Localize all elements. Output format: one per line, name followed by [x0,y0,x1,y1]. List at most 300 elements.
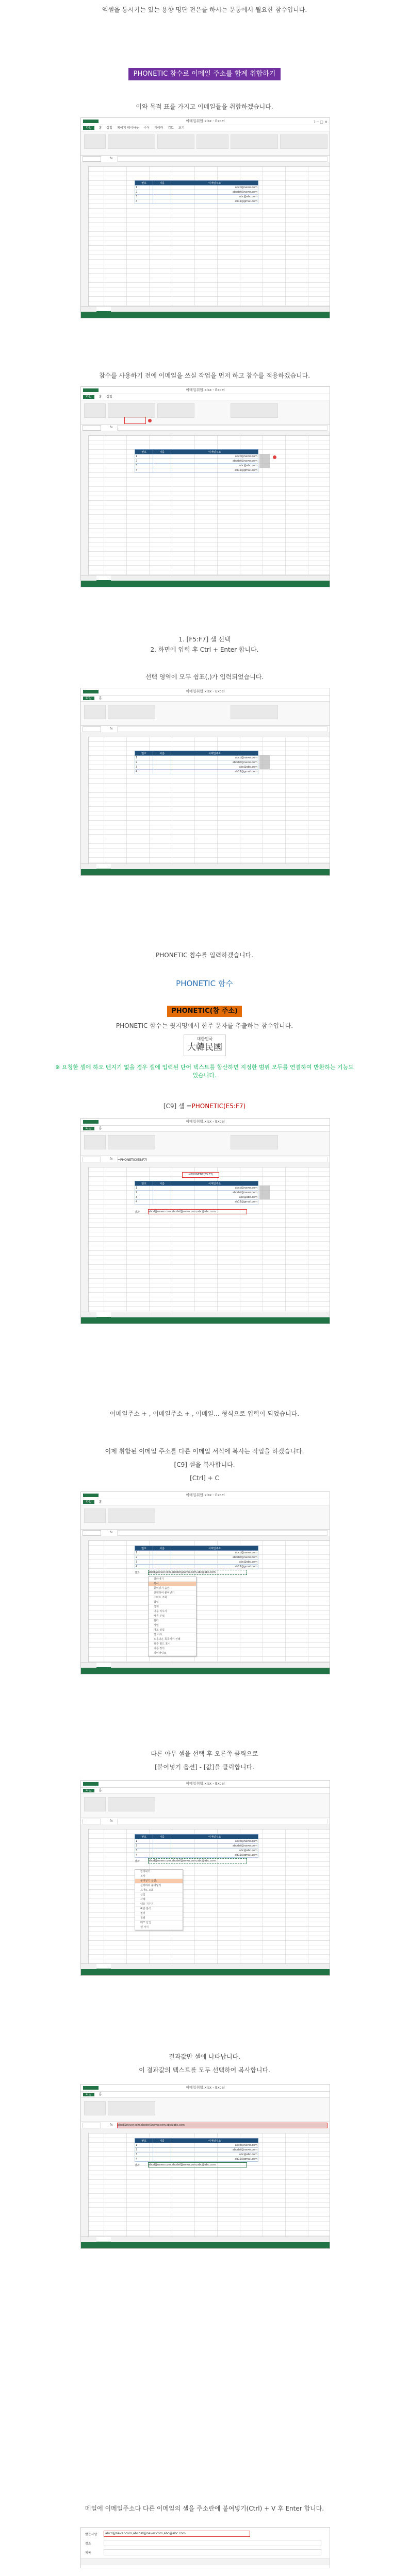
header-email: 이메일주소 [171,1546,258,1551]
styles-group[interactable] [231,705,278,719]
tab-view[interactable]: 보기 [178,126,185,130]
menu-item-filter[interactable]: 필터 [135,1911,183,1916]
cell-no[interactable]: 1 [135,756,153,760]
title-bar [81,1492,330,1499]
cell-email[interactable]: abc@abc.com [171,1195,258,1200]
cell-no[interactable]: 1 [135,2143,153,2148]
status-bar [81,312,330,318]
quick-access-toolbar[interactable] [83,2086,99,2090]
header-name: 이름 [153,1835,171,1839]
cell-name[interactable] [153,2148,171,2153]
formula-input[interactable]: =PHONETIC(E5:F7) [117,1157,328,1162]
cell-no[interactable]: 3 [135,1195,153,1200]
menu-item-quick-analysis[interactable]: 빠른 분석 [135,1907,183,1911]
cell-name[interactable] [153,1844,171,1849]
name-box[interactable] [83,1530,101,1536]
context-menu [135,1869,183,1930]
cell-name[interactable] [153,1849,171,1853]
cell-name[interactable] [153,770,171,774]
cell-email[interactable]: ab12@gmail.com [171,1853,258,1858]
cell-email[interactable]: ab12@gmail.com [171,770,258,774]
clipboard-group[interactable] [84,705,106,719]
fx-icon: fx [110,1157,113,1161]
to-field[interactable]: abcd@naver.com,abcdef@naver.com,abc@abc.com [104,2531,250,2537]
editor-toolbar[interactable] [81,2558,330,2565]
font-group[interactable] [108,1135,155,1149]
tab-layout[interactable]: 페이지 레이아웃 [117,126,139,130]
cell-name[interactable] [153,1853,171,1858]
tab-home[interactable]: 홈 [99,697,102,700]
cell-no[interactable]: 2 [135,1844,153,1849]
result-label: 결과 [135,1211,140,1214]
marker-dot [273,455,276,459]
selected-range[interactable] [259,755,270,769]
table-row [135,1560,258,1565]
name-box[interactable] [83,2123,101,2128]
ruby-top: 대한민국 [197,1037,213,1041]
menu-item-sort[interactable]: 정렬 [135,1916,183,1921]
cc-field[interactable] [104,2540,321,2546]
cell-no[interactable]: 2 [135,190,153,195]
cell-no[interactable]: 2 [135,760,153,765]
menu-item-cut[interactable]: 잘라내기 [135,1870,183,1874]
formula-popup: =PHONETIC(E5:F7) [182,1172,219,1178]
formula-input[interactable] [117,156,328,162]
cell-name[interactable] [153,195,171,199]
cell-no[interactable]: 1 [135,454,153,459]
tab-insert[interactable]: 삽입 [106,126,112,130]
cell-name[interactable] [153,1565,171,1569]
tab-home[interactable]: 홈 [99,126,102,130]
header-no: 번호 [135,450,153,454]
cell-email[interactable]: abcdef@naver.com [171,1844,258,1849]
ribbon [81,131,330,156]
cell-no[interactable]: 4 [135,1565,153,1569]
menu-item-insert-comment[interactable]: 메모 삽입 [135,1921,183,1925]
quick-access-toolbar[interactable] [83,1120,99,1124]
cell-name[interactable] [153,1560,171,1565]
column-headers [81,1536,330,1541]
title-bar [81,2084,330,2092]
cell-no[interactable]: 3 [135,765,153,770]
cell-name[interactable] [153,2143,171,2148]
cell-email[interactable]: ab12@gmail.com [171,1200,258,1205]
clipboard-group[interactable] [84,1797,106,1811]
tab-home[interactable]: 홈 [99,2093,102,2096]
cell-email[interactable]: abcd@naver.com [171,1839,258,1844]
menu-item-filter[interactable]: 필터 [149,1619,196,1623]
tab-file[interactable]: 파일 [83,1789,94,1792]
clipboard-group[interactable] [84,1135,106,1149]
menu-item-dropdown[interactable]: 드롭다운 목록에서 선택 [149,1637,196,1642]
cell-name[interactable] [153,1839,171,1844]
cell-email[interactable]: ab12@gmail.com [171,1565,258,1569]
table-row [135,2143,258,2148]
section8-caption-2: [붙여넣기 옵션] - [값]을 클릭합니다. [155,1764,254,1771]
section6-caption: 이메일주소 + , 이메일주소 + , 이메일... 형식으로 입력이 되었습니다. [109,1410,300,1417]
ribbon [81,400,330,425]
cell-email[interactable]: abcd@naver.com [171,1186,258,1191]
cell-email[interactable]: abcd@naver.com [171,2143,258,2148]
cell-name[interactable] [153,1555,171,1560]
tab-formulas[interactable]: 수식 [143,126,150,130]
result-cell[interactable]: abcd@naver.com,abcdef@naver.com,abc@abc.com [148,1570,247,1575]
font-group[interactable] [108,134,155,149]
window-title: 이메일취합.xlsx - Excel [186,1120,225,1124]
result-cell[interactable]: abcd@naver.com,abcdef@naver.com,abc@abc.com [148,1858,247,1863]
status-bar [81,581,330,587]
number-group[interactable] [197,134,228,149]
cell-no[interactable]: 4 [135,199,153,204]
ribbon-tabs [81,2092,330,2097]
quick-access-toolbar[interactable] [83,388,99,392]
menu-item-hyperlink[interactable]: 하이퍼링크 [149,1651,196,1656]
menu-item-format-cells[interactable]: 셀 서식 [149,1633,196,1637]
tab-home[interactable]: 홈 [99,1500,102,1504]
title-bar [81,118,330,125]
fx-icon: fx [110,727,113,731]
cell-email[interactable]: abc@abc.com [171,765,258,770]
cell-no[interactable]: 1 [135,1551,153,1555]
alignment-group[interactable] [157,134,194,149]
column-headers [81,162,330,167]
ribbon-tabs [81,125,330,131]
name-box[interactable] [83,726,101,732]
header-email: 이메일주소 [171,2139,258,2143]
formula-input[interactable]: abcd@naver.com,abcdef@naver.com,abc@abc.com [117,2123,328,2128]
quick-access-toolbar[interactable] [83,690,99,693]
cell-email[interactable]: abcdef@naver.com [171,760,258,765]
sheet-tabs [81,1312,330,1317]
column-headers [81,2128,330,2133]
fx-icon: fx [110,426,113,429]
tab-review[interactable]: 검토 [168,126,174,130]
ribbon [81,1793,330,1818]
column-headers [81,1162,330,1167]
cell-no[interactable]: 3 [135,1560,153,1565]
table-row [135,1839,258,1844]
tab-insert[interactable]: 삽입 [106,395,112,399]
result-label: 결과 [135,1860,140,1863]
section3-caption: 선택 영역에 모두 쉼표(,)가 입력되었습니다. [145,673,264,681]
cell-no[interactable]: 3 [135,195,153,199]
row-headers [81,737,89,864]
sheet-tabs [81,1662,330,1668]
cell-email[interactable]: abc@abc.com [171,1849,258,1853]
cell-name[interactable] [153,756,171,760]
email-table [135,1834,258,1858]
header-name: 이름 [153,181,171,185]
sheet-tabs [81,306,330,312]
excel-window-1 [80,117,330,318]
highlight-box [124,417,146,424]
header-no: 번호 [135,1181,153,1186]
window-title: 이메일취합.xlsx - Excel [186,388,225,392]
header-email: 이메일주소 [171,751,258,756]
menu-item-copy[interactable]: 복사 [149,1582,196,1586]
name-box[interactable] [83,1157,101,1162]
cell-no[interactable]: 2 [135,2148,153,2153]
section5-caption [0,1101,409,1111]
result-label: 결과 [135,2164,140,2167]
status-bar [81,2242,330,2248]
table-row [135,464,258,468]
menu-item-insert-comment[interactable]: 메모 삽입 [149,1628,196,1633]
editing-group[interactable] [280,134,328,149]
cell-name[interactable] [153,459,171,464]
cell-email[interactable]: abcdef@naver.com [171,459,258,464]
fx-icon: fx [110,157,113,160]
menu-item-clear[interactable]: 내용 지우기 [149,1609,196,1614]
formula-input[interactable] [117,1530,328,1536]
formula-input[interactable] [117,726,328,732]
title-bar [81,1118,330,1126]
cell-email[interactable]: abcd@naver.com [171,756,258,760]
cell-email[interactable]: ab12@gmail.com [171,2157,258,2162]
mail-composer-1 [80,2527,330,2568]
blue-title-wrap [0,979,409,989]
ribbon-tabs [81,1499,330,1505]
email-table [135,180,258,204]
cell-no[interactable]: 1 [135,1186,153,1191]
tab-file[interactable]: 파일 [83,126,94,130]
header-no: 번호 [135,1835,153,1839]
ruby-main: 大韓民國 [187,1042,222,1053]
intro-text: 엑셀을 통시키는 있는 용향 명단 전은를 하시는 문통에서 될요한 참수입니다. [102,6,307,13]
font-group[interactable] [108,1797,155,1811]
cell-email[interactable]: abcd@naver.com [171,454,258,459]
menu-item-smart-lookup[interactable]: 스마트 조회 [149,1596,196,1600]
orange-title: PHONETIC(참 주소) [167,1006,242,1017]
quick-access-toolbar[interactable] [83,1782,99,1786]
fx-icon: fx [110,1531,113,1534]
cell-no[interactable]: 2 [135,1555,153,1560]
excel-window-6 [80,1780,330,1976]
menu-item-smart-lookup[interactable]: 스마트 조회 [135,1888,183,1893]
header-email: 이메일주소 [171,181,258,185]
excel-window-7 [80,2084,330,2249]
excel-window-4 [80,1118,330,1324]
section8-caption-1: 다른 아무 셀을 선택 후 오른쪽 클릭으로 [151,1750,258,1757]
tab-home[interactable]: 홈 [99,1789,102,1792]
cell-no[interactable]: 1 [135,1839,153,1844]
name-box[interactable] [83,156,101,162]
column-headers [81,732,330,737]
cell-name[interactable] [153,468,171,473]
cell-name[interactable] [153,2157,171,2162]
marker-dot [148,419,152,422]
menu-item-delete[interactable]: 삭제 [135,1897,183,1902]
table-row [135,1853,258,1858]
title-bar [81,688,330,696]
cell-name[interactable] [153,1200,171,1205]
quick-access-toolbar[interactable] [83,120,99,123]
menu-item-insert[interactable]: 삽입 [149,1600,196,1605]
cell-no[interactable]: 3 [135,464,153,468]
formula-input[interactable] [117,1819,328,1824]
menu-item-delete[interactable]: 삭제 [149,1605,196,1609]
heading-purple: PHONETIC 참수로 이메일 주소를 합계 취합하기 [128,68,281,80]
status-bar [81,1969,330,1975]
cell-no[interactable]: 2 [135,459,153,464]
cell-name[interactable] [153,454,171,459]
menu-item-insert[interactable]: 삽입 [135,1893,183,1897]
cell-name[interactable] [153,2153,171,2157]
result-cell[interactable]: abcd@naver.com,abcdef@naver.com,abc@abc.com [148,2162,247,2167]
cell-no[interactable]: 3 [135,2153,153,2157]
selected-range[interactable] [259,1185,270,1199]
section2-step1: 1. [F5:F7] 셀 선택 [178,636,231,643]
excel-window-3 [80,688,330,876]
cell-email[interactable]: abcdef@naver.com [171,1191,258,1195]
cell-no[interactable]: 4 [135,468,153,473]
section2-caption: 참수를 사용하기 전에 이메일을 쓰실 작업을 먼저 하고 참수를 적용하겠습니다. [99,372,310,379]
styles-group[interactable] [231,134,278,149]
cell-email[interactable]: abcdef@naver.com [171,2148,258,2153]
tab-file[interactable]: 파일 [83,1500,94,1504]
menu-item-copy[interactable]: 복사 [135,1874,183,1879]
menu-item-define-name[interactable]: 이름 정의 [149,1647,196,1651]
tab-home[interactable]: 홈 [99,1127,102,1130]
table-row [135,1555,258,1560]
name-box[interactable] [83,1819,101,1824]
row-headers [81,2133,89,2237]
sheet-tabs [81,863,330,869]
cell-email[interactable]: abcd@naver.com [171,185,258,190]
tab-home[interactable]: 홈 [99,395,102,399]
section1-caption: 이와 목적 표를 가지고 이메일들을 취합하겠습니다. [136,103,273,110]
table-row [135,1849,258,1853]
green-note-1: ※ 요청한 셀에 하오 텐지기 없을 경우 셀에 입력된 단어 텍스트를 합산하면 지정한 범위 모두를 연결하여 반환하는 기능도 [55,1064,354,1071]
email-table [135,1546,258,1569]
row-headers [81,1540,89,1663]
cell-name[interactable] [153,190,171,195]
header-name: 이름 [153,450,171,454]
section7-caption-3: [Ctrl] + C [190,1475,219,1482]
status-bar [81,1668,330,1674]
header-email: 이메일주소 [171,450,258,454]
table-row [135,770,258,774]
font-group[interactable] [108,1509,155,1523]
tab-file[interactable]: 파일 [83,697,94,700]
cell-name[interactable] [153,1191,171,1195]
menu-item-sort[interactable]: 정렬 [149,1623,196,1628]
header-name: 이름 [153,751,171,756]
email-table [135,751,258,774]
alignment-group[interactable] [157,403,194,418]
subject-field[interactable] [104,2549,321,2555]
tab-file[interactable]: 파일 [83,395,94,399]
cell-name[interactable] [153,760,171,765]
table-row [135,2153,258,2157]
cell-email[interactable]: abc@abc.com [171,1560,258,1565]
fx-icon: fx [110,2123,113,2127]
menu-item-clear[interactable]: 내용 지우기 [135,1902,183,1907]
clipboard-group[interactable] [84,2101,106,2115]
cell-name[interactable] [153,1186,171,1191]
styles-group[interactable] [231,403,278,418]
cell-name[interactable] [153,185,171,190]
cell-email[interactable]: abcdef@naver.com [171,1555,258,1560]
menu-item-paste-special[interactable]: 선택하여 붙여넣기 [135,1884,183,1888]
cell-email[interactable]: ab12@gmail.com [171,468,258,473]
menu-item-phonetic[interactable]: 윗주 필드 표시 [149,1642,196,1647]
cell-name[interactable] [153,1195,171,1200]
section7-caption-2: [C9] 셀을 복사합니다. [174,1461,235,1468]
cell-name[interactable] [153,464,171,468]
font-group[interactable] [108,2101,155,2115]
window-title: 이메일취합.xlsx - Excel [186,1782,225,1786]
menu-item-quick-analysis[interactable]: 빠른 분석 [149,1614,196,1619]
sheet-tabs [81,2236,330,2242]
email-table [135,449,258,473]
formula-input[interactable]: , [117,425,328,431]
styles-group[interactable] [231,1135,278,1149]
clipboard-group[interactable] [84,134,106,149]
window-controls[interactable]: ? ─ □ ✕ [313,120,328,124]
header-no: 번호 [135,751,153,756]
cell-email[interactable]: abc@abc.com [171,2153,258,2157]
cell-email[interactable]: abcdef@naver.com [171,190,258,195]
formula-highlight: PHONETIC(E5:F7) [191,1103,246,1110]
table-row [135,1191,258,1195]
tab-file[interactable]: 파일 [83,1127,94,1130]
formula-prefix: [C9] 셀 = [163,1103,192,1110]
menu-item-cut[interactable]: 잘라내기 [149,1577,196,1582]
cell-email[interactable]: abc@abc.com [171,464,258,468]
cell-email[interactable]: abc@abc.com [171,195,258,199]
result-cell[interactable]: abcd@naver.com,abcdef@naver.com,abc@abc.com [148,1209,247,1214]
table-row [135,1186,258,1191]
cell-no[interactable]: 3 [135,1849,153,1853]
cell-name[interactable] [153,199,171,204]
heading-banner [0,68,409,80]
header-name: 이름 [153,1181,171,1186]
cell-email[interactable]: ab12@gmail.com [171,199,258,204]
menu-item-format-cells[interactable]: 셀 서식 [135,1925,183,1930]
cell-no[interactable]: 1 [135,185,153,190]
cell-no[interactable]: 4 [135,1853,153,1858]
row-headers [81,1167,89,1312]
column-headers [81,1824,330,1829]
ribbon-tabs [81,696,330,701]
tab-data[interactable]: 데이터 [154,126,163,130]
name-box[interactable] [83,425,101,431]
selected-range[interactable] [259,454,270,468]
font-group[interactable] [108,705,155,719]
to-label: 받는사람 [85,2533,97,2536]
clipboard-group[interactable] [84,403,106,418]
window-title: 이메일취합.xlsx - Excel [186,119,225,123]
ribbon [81,2097,330,2122]
window-title: 이메일취합.xlsx - Excel [186,1493,225,1497]
cell-name[interactable] [153,1551,171,1555]
font-group[interactable] [108,403,155,418]
menu-item-paste-options[interactable]: 붙여넣기 옵션: [135,1879,183,1884]
quick-access-toolbar[interactable] [83,1494,99,1497]
cell-no[interactable]: 4 [135,770,153,774]
clipboard-group[interactable] [84,1509,106,1523]
cell-name[interactable] [153,765,171,770]
cell-email[interactable]: abcd@naver.com [171,1551,258,1555]
cell-no[interactable]: 2 [135,1191,153,1195]
menu-item-paste-options[interactable]: 붙여넣기 옵션: [149,1586,196,1591]
cell-no[interactable]: 4 [135,1200,153,1205]
cell-no[interactable]: 4 [135,2157,153,2162]
title-bar [81,1781,330,1788]
tab-file[interactable]: 파일 [83,2093,94,2096]
menu-item-paste-special[interactable]: 선택하여 붙여넣기 [149,1591,196,1596]
